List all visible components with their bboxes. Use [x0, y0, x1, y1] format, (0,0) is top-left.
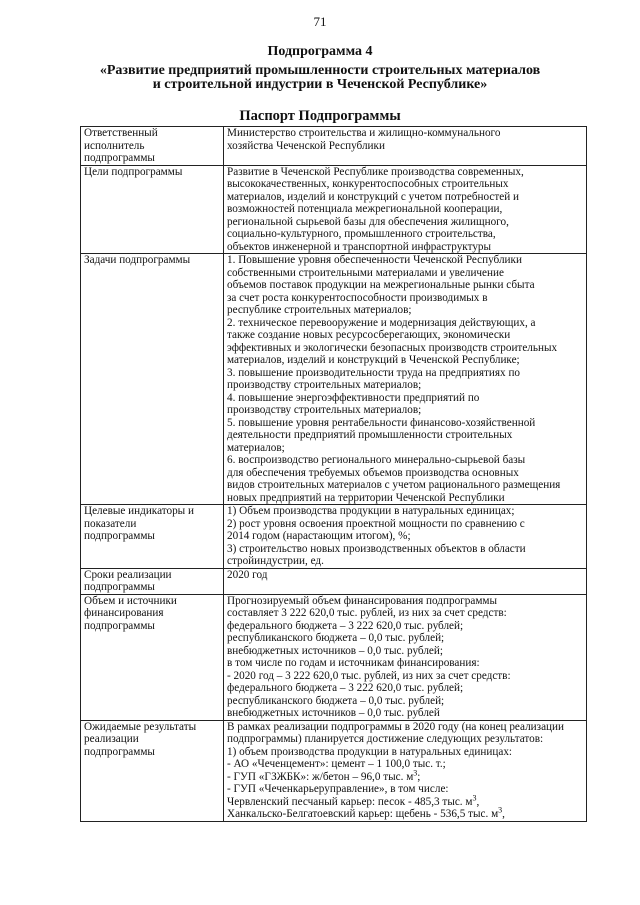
content-line-text: 3. повышение производительности труда на предприятиях по: [227, 366, 521, 379]
content-line-text: возможностей потенциала межрегиональной кооперации,: [227, 203, 503, 215]
passport-row-label: [81, 505, 224, 569]
content-line: [227, 267, 583, 280]
content-line-text: 6. воспроизводство регионального минерально-сырьевой базы: [227, 454, 526, 466]
content-line-text: Ханкальско-Белгатоевский карьер: щебень - 536,5 тыс. м: [227, 808, 499, 820]
passport-row: [81, 568, 587, 594]
unit-superscript: 3: [498, 805, 503, 815]
passport-row-label: [81, 127, 224, 166]
passport-table-body: [81, 127, 587, 822]
content-line-text: федерального бюджета – 3 222 620,0 тыс. рублей;: [227, 682, 464, 694]
line-suffix: ;: [417, 770, 421, 783]
content-line: [227, 140, 583, 153]
label-line: исполнитель: [84, 139, 145, 152]
passport-row-label: [81, 254, 224, 505]
content-line-text: в том числе по годам и источникам финансирования:: [227, 657, 480, 669]
content-line-text: - 2020 год – 3 222 620,0 тыс. рублей, из них за счет средств:: [227, 669, 511, 682]
content-line-text: за счет роста конкурентоспособности производимых в: [227, 291, 488, 304]
passport-title: Паспорт Подпрограммы: [239, 108, 401, 124]
label-line: Объем и источники: [84, 594, 177, 607]
content-line: [227, 620, 583, 633]
content-line-text: 2014 годом (нарастающим итогом), %;: [227, 530, 411, 542]
content-line: [227, 518, 583, 531]
content-line: [227, 379, 583, 392]
content-line: [227, 178, 583, 191]
content-line-text: - АО «Чеченцемент»: цемент – 1 100,0 тыс. т.;: [227, 758, 446, 770]
content-line-text: стройиндустрии, ед.: [227, 555, 324, 567]
line-suffix: ,: [476, 795, 480, 808]
content-line: [227, 670, 583, 683]
passport-table: [80, 126, 587, 822]
label-line: показатели: [84, 517, 137, 530]
content-line: [227, 682, 583, 695]
content-line-text: объектов инженерной и транспортной инфраструктуры: [227, 240, 492, 253]
passport-row: [81, 594, 587, 720]
content-line-text: Червленский песчаный карьер: песок - 485,3 тыс. м: [227, 795, 473, 808]
content-line: [227, 429, 583, 442]
content-line: [227, 707, 583, 720]
passport-row-content: [224, 720, 587, 821]
content-line: [227, 417, 583, 430]
subprogram-title: [0, 64, 640, 92]
content-line: [227, 792, 583, 809]
passport-row-label: [81, 568, 224, 594]
content-line: [227, 342, 583, 355]
label-line: подпрограммы: [84, 581, 155, 593]
content-line: [227, 632, 583, 645]
content-line-text: В рамках реализации подпрограммы в 2020 году (на конец реализации: [227, 720, 565, 733]
passport-row: [81, 720, 587, 821]
passport-row-content: [224, 254, 587, 505]
content-line: [227, 392, 583, 405]
content-line: [227, 530, 583, 543]
content-line-text: республиканского бюджета – 0,0 тыс. рублей;: [227, 632, 445, 644]
content-line: [227, 317, 583, 330]
content-line-text: подпрограммы) планируется достижение следующих результатов:: [227, 733, 544, 745]
content-line-text: собственными строительными материалами и увеличение: [227, 266, 504, 279]
label-line: реализации: [84, 733, 139, 745]
passport-row: [81, 505, 587, 569]
content-line: [227, 746, 583, 759]
content-line-text: видов строительных материалов с учетом рационального размещения: [227, 479, 561, 491]
content-line: [227, 203, 583, 216]
unit-superscript: 3: [413, 767, 418, 777]
content-line-text: федерального бюджета – 3 222 620,0 тыс. рублей;: [227, 619, 464, 632]
label-line: Задачи подпрограммы: [84, 254, 191, 266]
content-line-text: Министерство строительства и жилищно-коммунального: [227, 127, 501, 139]
content-line-text: внебюджетных источников – 0,0 тыс. рублей;: [227, 644, 443, 657]
content-line: [227, 645, 583, 658]
content-line: [227, 758, 583, 771]
content-line-text: материалов, изделий и конструкций в Чеченской Республике;: [227, 354, 520, 366]
content-line: [227, 454, 583, 467]
content-line: [227, 241, 583, 254]
content-line: [227, 479, 583, 492]
content-line-text: внебюджетных источников – 0,0 тыс. рублей: [227, 707, 440, 719]
passport-row: [81, 127, 587, 166]
passport-row-label: [81, 165, 224, 254]
content-line: [227, 304, 583, 317]
content-line-text: хозяйства Чеченской Республики: [227, 139, 385, 152]
label-line: Сроки реализации: [84, 568, 172, 581]
page-number: 71: [313, 14, 327, 29]
content-line: [227, 292, 583, 305]
content-line-text: социально-культурного, промышленного строительства,: [227, 228, 496, 240]
content-line-text: 2) рост уровня освоения проектной мощности по сравнению с: [227, 517, 525, 530]
content-line-text: 2. техническое перевооружение и модернизация действующих, а: [227, 316, 536, 329]
subprogram-number: Подпрограмма 4: [267, 44, 373, 59]
content-line: [227, 555, 583, 568]
content-line: [227, 127, 583, 140]
content-line: [227, 354, 583, 367]
passport-row-content: [224, 568, 587, 594]
content-line-text: материалов, изделий и конструкций с учетом потребностей и: [227, 190, 520, 203]
content-line: [227, 404, 583, 417]
line-suffix: ,: [502, 808, 505, 820]
content-line-text: республике строительных материалов;: [227, 304, 412, 316]
content-line: [227, 767, 583, 784]
content-line-text: новых предприятий на территории Чеченской Республики: [227, 491, 505, 504]
content-line-text: высококачественных, конкурентоспособных строительных: [227, 178, 509, 190]
content-line-text: 2020 год: [227, 568, 268, 581]
content-line-text: Прогнозируемый объем финансирования подпрограммы: [227, 594, 497, 607]
passport-row: [81, 254, 587, 505]
passport-row-content: [224, 165, 587, 254]
passport-row-label: [81, 594, 224, 720]
content-line: [227, 166, 583, 179]
content-line: [227, 191, 583, 204]
label-line: Ответственный: [84, 127, 158, 139]
content-line: [227, 279, 583, 292]
content-line: [227, 543, 583, 556]
content-line: [227, 254, 583, 267]
unit-superscript: 3: [472, 792, 477, 802]
content-line-text: - ГУП «ГЗЖБК»: ж/бетон – 96,0 тыс. м: [227, 770, 414, 783]
label-line: подпрограммы: [84, 530, 155, 542]
passport-row-content: [224, 127, 587, 166]
content-line: [227, 329, 583, 342]
content-line: [227, 721, 583, 734]
content-line-text: объемов поставок продукции на межрегиональные рынки сбыта: [227, 279, 535, 291]
content-line-text: деятельности предприятий промышленности строительных: [227, 429, 513, 441]
content-line: [227, 228, 583, 241]
content-line-text: также создание новых ресурсосберегающих, экономически: [227, 329, 511, 341]
content-line: [227, 492, 583, 505]
content-line-text: производству строительных материалов;: [227, 404, 422, 416]
passport-row-label: [81, 720, 224, 821]
content-line-text: региональной сырьевой базы для обеспечения жилищного,: [227, 215, 509, 228]
label-line: финансирования: [84, 607, 164, 619]
content-line: [227, 733, 583, 746]
content-line: [227, 216, 583, 229]
label-line: Целевые индикаторы и: [84, 505, 194, 517]
subprogram-title-line-2: и строительной индустрии в Чеченской Республике»: [152, 77, 488, 92]
content-line: [227, 607, 583, 620]
passport-row-content: [224, 594, 587, 720]
content-line-text: 3) строительство новых производственных объектов в области: [227, 542, 526, 555]
passport-row-content: [224, 505, 587, 569]
content-line: [227, 805, 583, 821]
content-line: [227, 695, 583, 708]
content-line-text: Развитие в Чеченской Республике производства современных,: [227, 165, 524, 178]
content-line: [227, 657, 583, 670]
content-line: [227, 783, 583, 796]
content-line-text: - ГУП «Чеченкарьеруправление», в том числе:: [227, 783, 449, 795]
content-line: [227, 595, 583, 608]
content-line-text: материалов;: [227, 441, 285, 454]
label-line: подпрограммы: [84, 152, 155, 164]
content-line-text: республиканского бюджета – 0,0 тыс. рублей;: [227, 694, 445, 707]
content-line: [227, 467, 583, 480]
content-line-text: производству строительных материалов;: [227, 379, 422, 391]
label-line: Цели подпрограммы: [84, 165, 183, 178]
content-line: [227, 569, 583, 582]
content-line: [227, 505, 583, 518]
label-line: подпрограммы: [84, 745, 155, 758]
content-line: [227, 442, 583, 455]
content-line-text: составляет 3 222 620,0 тыс. рублей, из них за счет средств:: [227, 607, 507, 619]
content-line-text: 5. повышение уровня рентабельности финансово-хозяйственной: [227, 416, 536, 429]
content-line-text: 1) Объем производства продукции в натуральных единицах;: [227, 505, 515, 517]
content-line: [227, 367, 583, 380]
content-line-text: 4. повышение энергоэффективности предприятий по: [227, 391, 480, 404]
content-line-text: 1) объем производства продукции в натуральных единицах:: [227, 745, 513, 758]
label-line: Ожидаемые результаты: [84, 720, 197, 733]
content-line-text: для обеспечения требуемых объемов производства основных: [227, 466, 519, 479]
label-line: подпрограммы: [84, 619, 155, 632]
content-line-text: эффективных и экологически безопасных производств строительных: [227, 341, 558, 354]
content-line-text: 1. Повышение уровня обеспеченности Чеченской Республики: [227, 254, 522, 266]
subprogram-title-line-1: «Развитие предприятий промышленности строительных материалов: [99, 63, 541, 78]
passport-row: [81, 165, 587, 254]
